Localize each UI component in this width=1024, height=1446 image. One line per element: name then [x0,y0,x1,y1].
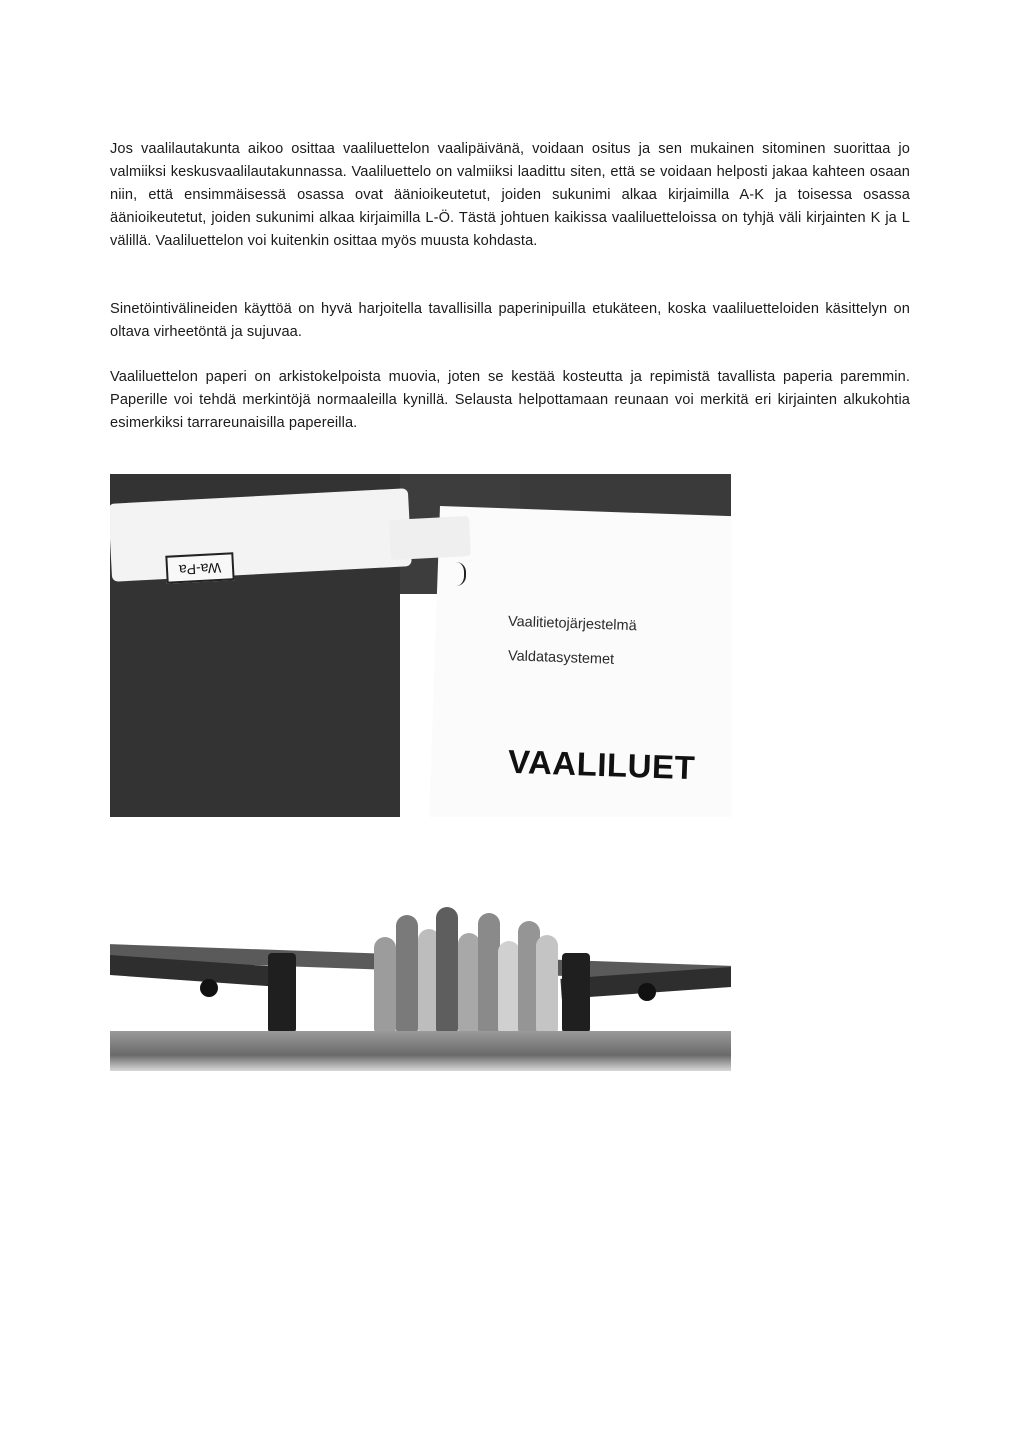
cover-line-2: Valdatasystemet [507,648,615,668]
cover-title: VAALILUET [507,742,696,787]
cover-line-1: Vaalitietojärjestelmä [507,613,637,635]
clamp-block [268,953,296,1033]
sealing-device-photo [110,903,731,1071]
clamp-block [562,953,590,1033]
paragraph: Jos vaalilautakunta aikoo osittaa vaaliluettelon vaalipäivänä, voidaan ositus ja sen mukainen sitominen suorittaa jo valmiiksi keskusvaalilautakunnassa. Vaaliluettelo on valmiiksi laadittu siten, että se voidaan helposti jakaa kahteen osaan niin, että ensimmäisessä osassa ovat äänioikeutetut, joiden sukunimi alkaa kirjaimilla A-K ja toisessa osassa äänioikeutetut, joiden sukunimi alkaa kirjaimilla L-Ö. Tästä johtuen kaikissa vaaliluetteloissa on tyhjä väli kirjainten K ja L välillä. Vaaliluettelon voi kuitenkin osittaa myös muusta kohdasta. [110,141,910,249]
figurine [498,941,520,1033]
voter-list-photo [110,474,731,817]
binding-clip [389,516,471,560]
paragraph: Vaaliluettelon paperi on arkistokelpoista muovia, joten se kestää kosteutta ja repimistä tavallista paperia paremmin. Paperille voi tehdä merkintöjä normaaleilla kynillä. Selausta helpottamaan reunaan voi merkitä eri kirjainten alkukohtia esimerkiksi tarrareunaisilla papereilla. [110,369,910,431]
figurine [478,913,500,1033]
figurine [458,933,480,1033]
figurines [370,903,560,1033]
figurine [396,915,418,1033]
paragraph: Sinetöintivälineiden käyttöä on hyvä harjoitella tavallisilla paperinipuilla etukäteen, koska vaaliluetteloiden käsittelyn on oltava virheetöntä ja sujuvaa. [110,301,910,340]
figurine [374,937,396,1033]
clip-label: Wa-Pa [165,552,234,584]
knob [200,979,218,997]
knob [638,983,656,1001]
surface [110,1031,731,1071]
figurine [536,935,558,1033]
figurine [436,907,458,1033]
binding-clip [110,488,412,582]
